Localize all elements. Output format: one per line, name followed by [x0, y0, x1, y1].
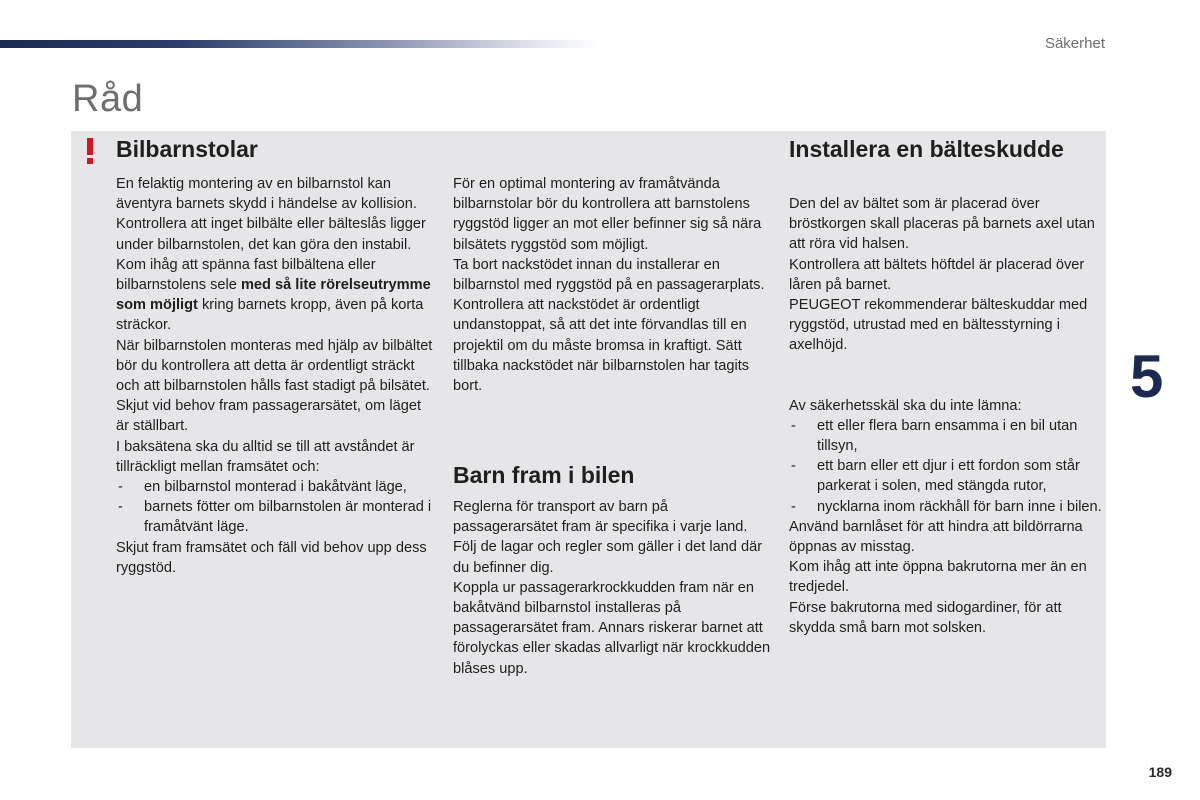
- exclamation-warning-icon: [84, 138, 96, 164]
- paragraph: För en optimal montering av framåtvända bilbarnstolar bör du kontrollera att barnstolens ryggstöd ligger an mot eller befinner sig så nära bilsätets ryggstöd som möjligt.: [453, 176, 762, 253]
- list-item: - barnets fötter om bilbarnstolen är monterad i framåtvänt läge.: [116, 497, 436, 537]
- dash-list: [789, 416, 1109, 517]
- header-accent-bar: [0, 40, 600, 48]
- list-item: - en bilbarnstol monterad i bakåtvänt läge,: [116, 477, 436, 497]
- paragraph: Den del av bältet som är placerad över bröstkorgen skall placeras på barnets axel utan att röra vid halsen.: [789, 196, 1095, 253]
- paragraph: Kontrollera att inget bilbälte eller bälteslås ligger under bilbarnstolen, det kan göra den instabil.: [116, 216, 426, 253]
- paragraph: Kontrollera att nackstödet är ordentligt undanstoppat, så att det inte förvandlas till en projektil om du måste bromsa in kraftigt. Sätt tillbaka nackstödet när bilbarnstolen har tagits bort.: [453, 297, 750, 395]
- paragraph: Kom ihåg att inte öppna bakrutorna mer än en tredjedel.: [789, 559, 1087, 596]
- spacer: [789, 356, 1109, 396]
- paragraph: [116, 255, 436, 336]
- paragraph: Använd barnlåset för att hindra att bildörrarna öppnas av misstag.: [789, 518, 1083, 556]
- paragraph: Ta bort nackstödet innan du installerar en bilbarnstol med ryggstöd på en passagerarplats.: [453, 256, 765, 294]
- list-item: - nycklarna inom räckhåll för barn inne i bilen.: [789, 497, 1109, 517]
- list-item: - ett barn eller ett djur i ett fordon som står parkerat i solen, med stängda rutor,: [789, 456, 1109, 496]
- column-1: [116, 174, 436, 578]
- text: Kom ihåg att spänna fast bilbältena eller bilbarnstolens sele: [116, 256, 376, 294]
- column-2-lower: [453, 497, 773, 679]
- page-title: Råd: [72, 78, 144, 120]
- paragraph: Kontrollera att bältets höftdel är placerad över låren på barnet.: [789, 256, 1085, 293]
- bold-text: med så lite rörelseutrymme som möjligt: [116, 277, 431, 314]
- paragraph: Skjut fram framsätet och fäll vid behov upp dess ryggstöd.: [116, 539, 427, 576]
- paragraph: Förse bakrutorna med sidogardiner, för att skydda små barn mot solsken.: [789, 599, 1062, 636]
- heading-bilbarnstolar: Bilbarnstolar: [116, 136, 258, 162]
- list-item: - ett eller flera barn ensamma i en bil utan tillsyn,: [789, 416, 1109, 456]
- column-2: [453, 174, 773, 396]
- paragraph: Reglerna för transport av barn på passagerarsätet fram är specifika i varje land. Följ de lagar och regler som gäller i det land där du befinner dig.: [453, 499, 763, 576]
- section-label: Säkerhet: [1044, 35, 1105, 52]
- paragraph: I baksätena ska du alltid se till att avståndet är tillräckligt mellan framsätet och:: [116, 438, 415, 475]
- dash-list: [116, 477, 436, 538]
- text: kring barnets kropp, även på korta sträckor.: [116, 297, 424, 334]
- paragraph: PEUGEOT rekommenderar bälteskuddar med ryggstöd, utrustad med en bältesstyrning i axelhöjd.: [789, 297, 1088, 354]
- column-3: [789, 194, 1109, 638]
- chapter-number: 5: [1130, 343, 1164, 410]
- paragraph: När bilbarnstolen monteras med hjälp av bilbältet bör du kontrollera att detta är ordentligt sträckt och att bilbarnstolen hålls fast stadigt på bilsätet. Skjut vid behov fram passagerarsätet, om läget är ställbart.: [116, 337, 433, 435]
- paragraph: En felaktig montering av en bilbarnstol kan äventyra barnets skydd i händelse av kollision.: [116, 176, 417, 213]
- heading-installera-baltekudde: Installera en bälteskudde: [789, 136, 1064, 162]
- page-number: 189: [1148, 764, 1172, 780]
- heading-barn-fram: Barn fram i bilen: [453, 462, 635, 488]
- paragraph: Av säkerhetsskäl ska du inte lämna:: [789, 397, 1022, 414]
- paragraph: Koppla ur passagerarkrockkudden fram när en bakåtvänd bilbarnstol installeras på passagerarsätet fram. Annars riskerar barnet att förolyckas eller skadas allvarligt när krockkudden blåses upp.: [453, 579, 771, 677]
